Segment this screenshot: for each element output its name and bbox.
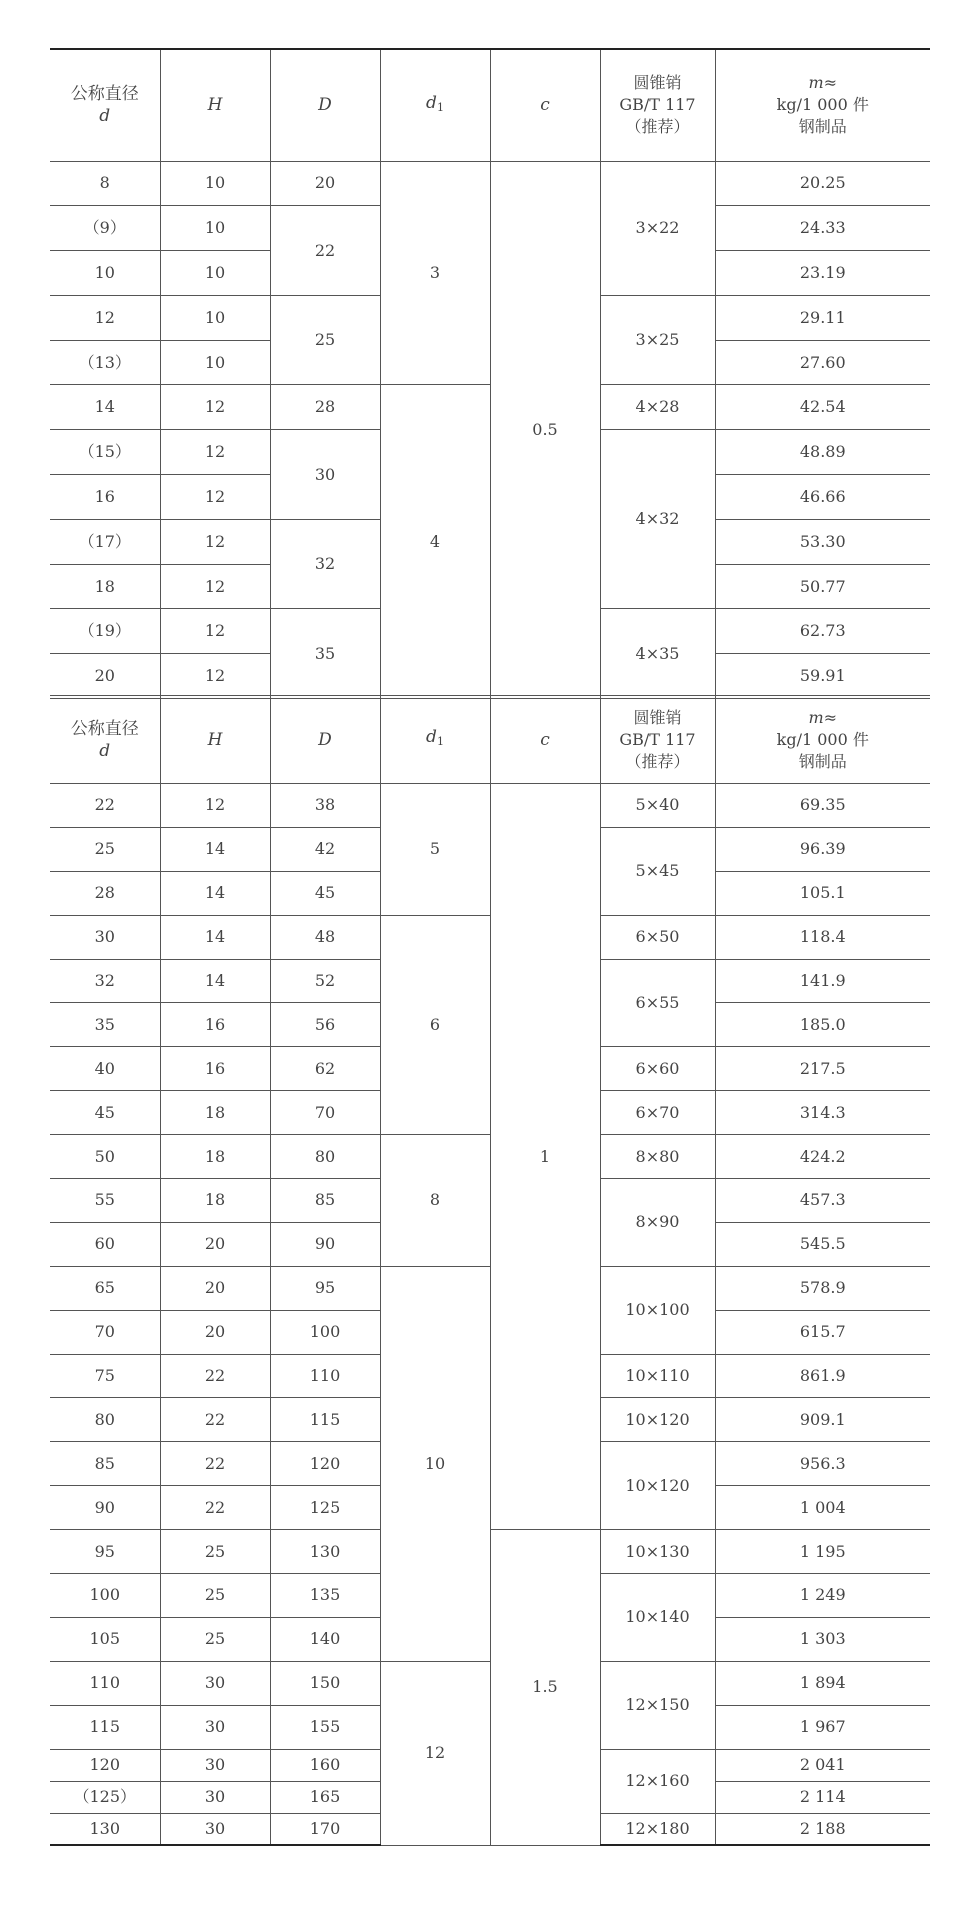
cell-mass: 424.2 xyxy=(715,1135,930,1179)
cell-H: 14 xyxy=(160,827,270,871)
cell-d: 35 xyxy=(50,1003,160,1047)
cell-D: 140 xyxy=(270,1617,380,1661)
cell-mass: 29.11 xyxy=(715,295,930,340)
table-header-row xyxy=(50,696,930,784)
cell-d: 75 xyxy=(50,1354,160,1398)
cell-H: 30 xyxy=(160,1661,270,1705)
cell-d1: 12 xyxy=(380,1661,490,1845)
header-D: D xyxy=(270,49,380,161)
table-row xyxy=(50,161,930,206)
cell-d1: 10 xyxy=(380,1266,490,1661)
cell-mass: 118.4 xyxy=(715,915,930,959)
cell-mass: 24.33 xyxy=(715,206,930,251)
header-nominal-diameter: 公称直径 d xyxy=(50,696,160,784)
cell-mass: 46.66 xyxy=(715,475,930,520)
cell-D: 90 xyxy=(270,1222,380,1266)
cell-D: 30 xyxy=(270,430,380,520)
cell-D: 48 xyxy=(270,915,380,959)
cell-mass: 861.9 xyxy=(715,1354,930,1398)
cell-D: 38 xyxy=(270,784,380,828)
cell-D: 170 xyxy=(270,1813,380,1845)
cell-d: 40 xyxy=(50,1047,160,1091)
cell-d: 16 xyxy=(50,475,160,520)
cell-mass: 1 195 xyxy=(715,1530,930,1574)
cell-mass: 909.1 xyxy=(715,1398,930,1442)
cell-mass: 23.19 xyxy=(715,251,930,296)
cell-d: 28 xyxy=(50,871,160,915)
header-D: D xyxy=(270,696,380,784)
cell-D: 120 xyxy=(270,1442,380,1486)
cell-pin: 5×45 xyxy=(600,827,715,915)
cell-d: 14 xyxy=(50,385,160,430)
cell-D: 155 xyxy=(270,1705,380,1749)
cell-mass: 62.73 xyxy=(715,609,930,654)
cell-D: 42 xyxy=(270,827,380,871)
cell-mass: 956.3 xyxy=(715,1442,930,1486)
cell-D: 70 xyxy=(270,1091,380,1135)
header-taper-pin: 圆锥销 GB/T 117 （推荐） xyxy=(600,696,715,784)
cell-d: 85 xyxy=(50,1442,160,1486)
cell-H: 16 xyxy=(160,1003,270,1047)
cell-mass: 615.7 xyxy=(715,1310,930,1354)
cell-pin: 12×180 xyxy=(600,1813,715,1845)
cell-d: 65 xyxy=(50,1266,160,1310)
cell-pin: 12×160 xyxy=(600,1749,715,1813)
cell-pin: 6×50 xyxy=(600,915,715,959)
header-d1: $d_1$ xyxy=(380,696,490,784)
cell-pin: 4×32 xyxy=(600,430,715,609)
cell-D: 25 xyxy=(270,295,380,385)
cell-D: 95 xyxy=(270,1266,380,1310)
cell-mass: 2 041 xyxy=(715,1749,930,1781)
cell-d: 100 xyxy=(50,1574,160,1618)
cell-pin: 3×22 xyxy=(600,161,715,295)
cell-H: 14 xyxy=(160,915,270,959)
cell-d: 32 xyxy=(50,959,160,1003)
cell-pin: 6×60 xyxy=(600,1047,715,1091)
cell-D: 56 xyxy=(270,1003,380,1047)
cell-c: 1.5 xyxy=(490,1530,600,1845)
cell-d: （125） xyxy=(50,1781,160,1813)
cell-d: 12 xyxy=(50,295,160,340)
cell-H: 10 xyxy=(160,340,270,385)
cell-d: 70 xyxy=(50,1310,160,1354)
cell-H: 20 xyxy=(160,1266,270,1310)
cell-pin: 10×140 xyxy=(600,1574,715,1662)
cell-H: 10 xyxy=(160,251,270,296)
cell-d: 8 xyxy=(50,161,160,206)
cell-mass: 141.9 xyxy=(715,959,930,1003)
cell-D: 22 xyxy=(270,206,380,296)
cell-pin: 5×40 xyxy=(600,784,715,828)
cell-H: 22 xyxy=(160,1398,270,1442)
cell-d: 95 xyxy=(50,1530,160,1574)
cell-mass: 69.35 xyxy=(715,784,930,828)
cell-pin: 12×150 xyxy=(600,1661,715,1749)
cell-H: 25 xyxy=(160,1530,270,1574)
header-mass: m≈ kg/1 000 件 钢制品 xyxy=(715,696,930,784)
cell-mass: 1 249 xyxy=(715,1574,930,1618)
cell-d: 50 xyxy=(50,1135,160,1179)
cell-d: 90 xyxy=(50,1486,160,1530)
cell-pin: 4×28 xyxy=(600,385,715,430)
cell-pin: 10×120 xyxy=(600,1442,715,1530)
table-row xyxy=(50,1530,930,1574)
cell-d1: 5 xyxy=(380,784,490,916)
cell-pin: 10×110 xyxy=(600,1354,715,1398)
cell-H: 30 xyxy=(160,1705,270,1749)
dimension-table-part-1 xyxy=(50,48,930,699)
cell-c: 1 xyxy=(490,784,600,1530)
cell-H: 18 xyxy=(160,1179,270,1223)
cell-d: 22 xyxy=(50,784,160,828)
cell-H: 12 xyxy=(160,564,270,609)
cell-d: 18 xyxy=(50,564,160,609)
cell-d: （19） xyxy=(50,609,160,654)
cell-mass: 314.3 xyxy=(715,1091,930,1135)
cell-pin: 6×70 xyxy=(600,1091,715,1135)
cell-D: 20 xyxy=(270,161,380,206)
cell-D: 62 xyxy=(270,1047,380,1091)
cell-pin: 4×35 xyxy=(600,609,715,699)
cell-mass: 20.25 xyxy=(715,161,930,206)
cell-d1: 4 xyxy=(380,385,490,699)
cell-d1: 8 xyxy=(380,1135,490,1267)
cell-H: 12 xyxy=(160,654,270,699)
cell-d: （9） xyxy=(50,206,160,251)
cell-D: 45 xyxy=(270,871,380,915)
cell-H: 30 xyxy=(160,1781,270,1813)
cell-d: 110 xyxy=(50,1661,160,1705)
cell-d: （15） xyxy=(50,430,160,475)
cell-H: 30 xyxy=(160,1749,270,1781)
cell-mass: 578.9 xyxy=(715,1266,930,1310)
cell-mass: 59.91 xyxy=(715,654,930,699)
cell-H: 30 xyxy=(160,1813,270,1845)
cell-D: 100 xyxy=(270,1310,380,1354)
cell-mass: 50.77 xyxy=(715,564,930,609)
cell-D: 130 xyxy=(270,1530,380,1574)
cell-pin: 10×120 xyxy=(600,1398,715,1442)
cell-D: 150 xyxy=(270,1661,380,1705)
cell-D: 80 xyxy=(270,1135,380,1179)
cell-d: 130 xyxy=(50,1813,160,1845)
cell-D: 165 xyxy=(270,1781,380,1813)
cell-H: 12 xyxy=(160,609,270,654)
cell-D: 32 xyxy=(270,519,380,609)
cell-D: 35 xyxy=(270,609,380,699)
cell-D: 160 xyxy=(270,1749,380,1781)
cell-d: 80 xyxy=(50,1398,160,1442)
cell-d1: 6 xyxy=(380,915,490,1134)
table-row xyxy=(50,784,930,828)
cell-mass: 217.5 xyxy=(715,1047,930,1091)
cell-H: 12 xyxy=(160,385,270,430)
cell-H: 12 xyxy=(160,784,270,828)
cell-pin: 8×90 xyxy=(600,1179,715,1267)
cell-mass: 105.1 xyxy=(715,871,930,915)
cell-d: 25 xyxy=(50,827,160,871)
cell-mass: 545.5 xyxy=(715,1222,930,1266)
cell-mass: 27.60 xyxy=(715,340,930,385)
header-H: H xyxy=(160,696,270,784)
cell-H: 25 xyxy=(160,1574,270,1618)
cell-H: 25 xyxy=(160,1617,270,1661)
cell-mass: 1 967 xyxy=(715,1705,930,1749)
cell-d: （17） xyxy=(50,519,160,564)
header-nominal-diameter: 公称直径 d xyxy=(50,49,160,161)
cell-H: 18 xyxy=(160,1135,270,1179)
cell-H: 10 xyxy=(160,295,270,340)
cell-H: 20 xyxy=(160,1222,270,1266)
cell-d: （13） xyxy=(50,340,160,385)
cell-D: 28 xyxy=(270,385,380,430)
cell-D: 135 xyxy=(270,1574,380,1618)
cell-D: 115 xyxy=(270,1398,380,1442)
cell-d: 55 xyxy=(50,1179,160,1223)
header-d1: $d_1$ xyxy=(380,49,490,161)
cell-d: 60 xyxy=(50,1222,160,1266)
cell-H: 10 xyxy=(160,161,270,206)
cell-D: 52 xyxy=(270,959,380,1003)
cell-H: 12 xyxy=(160,475,270,520)
header-c: c xyxy=(490,696,600,784)
cell-H: 10 xyxy=(160,206,270,251)
cell-mass: 2 114 xyxy=(715,1781,930,1813)
cell-H: 22 xyxy=(160,1354,270,1398)
cell-d: 115 xyxy=(50,1705,160,1749)
cell-d1: 3 xyxy=(380,161,490,385)
cell-H: 12 xyxy=(160,430,270,475)
cell-c: 0.5 xyxy=(490,161,600,699)
cell-H: 16 xyxy=(160,1047,270,1091)
cell-D: 110 xyxy=(270,1354,380,1398)
cell-D: 125 xyxy=(270,1486,380,1530)
dimension-table-part-2 xyxy=(50,695,930,1846)
table-header-row xyxy=(50,49,930,161)
cell-H: 18 xyxy=(160,1091,270,1135)
cell-H: 20 xyxy=(160,1310,270,1354)
cell-H: 12 xyxy=(160,519,270,564)
cell-mass: 48.89 xyxy=(715,430,930,475)
cell-mass: 42.54 xyxy=(715,385,930,430)
cell-H: 22 xyxy=(160,1486,270,1530)
cell-H: 22 xyxy=(160,1442,270,1486)
cell-pin: 10×100 xyxy=(600,1266,715,1354)
cell-mass: 185.0 xyxy=(715,1003,930,1047)
cell-mass: 1 894 xyxy=(715,1661,930,1705)
cell-d: 105 xyxy=(50,1617,160,1661)
cell-pin: 3×25 xyxy=(600,295,715,385)
cell-H: 14 xyxy=(160,959,270,1003)
cell-d: 10 xyxy=(50,251,160,296)
cell-mass: 1 004 xyxy=(715,1486,930,1530)
header-mass: m≈ kg/1 000 件 钢制品 xyxy=(715,49,930,161)
header-c: c xyxy=(490,49,600,161)
cell-d: 45 xyxy=(50,1091,160,1135)
cell-D: 85 xyxy=(270,1179,380,1223)
cell-mass: 457.3 xyxy=(715,1179,930,1223)
cell-H: 14 xyxy=(160,871,270,915)
cell-pin: 8×80 xyxy=(600,1135,715,1179)
cell-mass: 96.39 xyxy=(715,827,930,871)
cell-d: 30 xyxy=(50,915,160,959)
cell-mass: 2 188 xyxy=(715,1813,930,1845)
cell-d: 120 xyxy=(50,1749,160,1781)
cell-pin: 6×55 xyxy=(600,959,715,1047)
header-H: H xyxy=(160,49,270,161)
cell-mass: 53.30 xyxy=(715,519,930,564)
header-taper-pin: 圆锥销 GB/T 117 （推荐） xyxy=(600,49,715,161)
cell-d: 20 xyxy=(50,654,160,699)
cell-pin: 10×130 xyxy=(600,1530,715,1574)
cell-mass: 1 303 xyxy=(715,1617,930,1661)
